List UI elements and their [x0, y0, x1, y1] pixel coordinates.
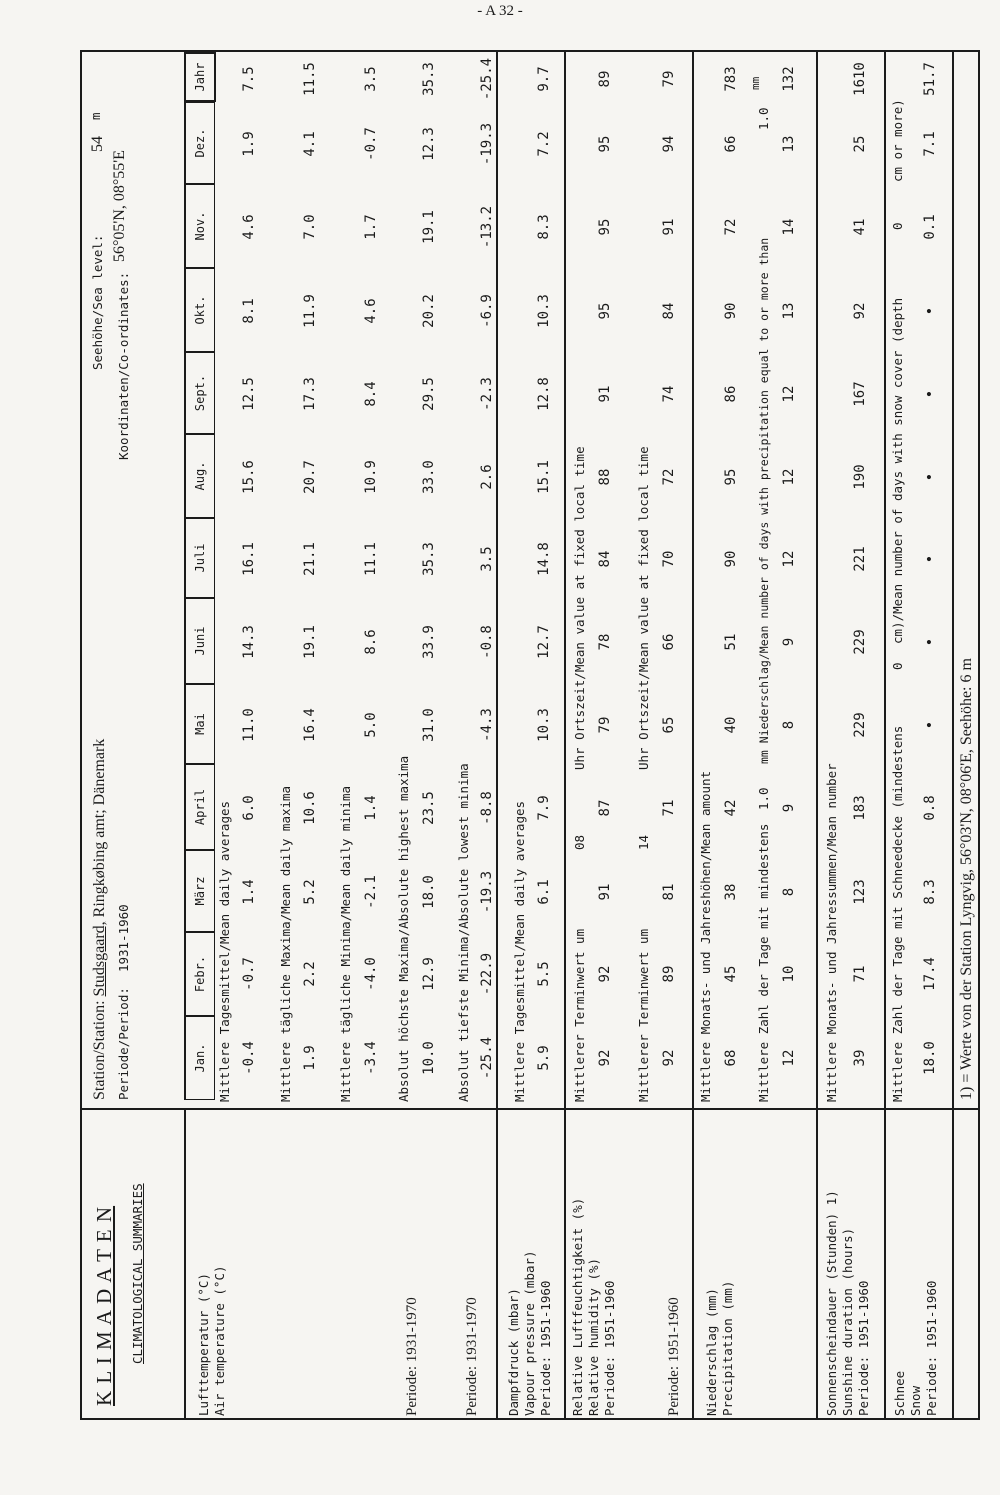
- value-cell: 16.4: [302, 708, 318, 742]
- value-cell: 29.5: [421, 377, 437, 411]
- divider-horizontal: [692, 1110, 694, 1420]
- value-cell: 65: [661, 716, 677, 734]
- value-cell: 4.1: [302, 131, 318, 157]
- value-cell: 95: [723, 468, 739, 486]
- caption-vapour: Mittlere Tagesmittel/Mean daily averages: [512, 800, 527, 1102]
- value-cell: 10.3: [536, 708, 552, 742]
- value-cell: 12: [781, 1049, 797, 1067]
- value-cell: 86: [723, 385, 739, 403]
- divider-horizontal: [952, 52, 954, 1420]
- value-cell: 33.9: [421, 625, 437, 659]
- value-cell: 9.7: [536, 66, 552, 92]
- precip-label-de: Niederschlag (mm): [704, 1288, 719, 1416]
- caption-rh08-hour: 08: [572, 834, 587, 850]
- temp-label-de: Lufttemperatur (°C): [196, 1273, 211, 1416]
- value-cell: 87: [597, 799, 613, 817]
- caption-pdays-threshold2: 1.0: [756, 107, 771, 130]
- period-line: Periode/Period: 1931-1960: [116, 904, 131, 1100]
- caption-temp-min: Mittlere tägliche Minima/Mean daily minima: [338, 785, 353, 1102]
- value-cell: -2.3: [479, 377, 495, 411]
- value-cell: 12: [781, 385, 797, 403]
- value-cell: 2.6: [479, 464, 495, 490]
- snow-label-de: Schnee: [892, 1370, 907, 1416]
- value-cell: 89: [597, 70, 613, 88]
- value-cell: 12.3: [421, 127, 437, 161]
- value-cell: 167: [852, 381, 868, 407]
- value-cell: 17.3: [302, 377, 318, 411]
- snow-period: Periode: 1951-1960: [924, 1280, 939, 1416]
- value-cell: 78: [597, 633, 613, 651]
- temp-label-en: Air temperature (°C): [212, 1265, 227, 1416]
- value-cell: 84: [661, 302, 677, 320]
- value-cell: 15.1: [536, 460, 552, 494]
- value-cell: •: [922, 554, 938, 564]
- value-cell: 9: [781, 637, 797, 647]
- caption-snow-b: cm)/Mean number of days with snow cover (depth: [890, 297, 905, 644]
- value-cell: 94: [661, 135, 677, 153]
- value-cell: 13: [781, 302, 797, 320]
- value-cell: 229: [852, 712, 868, 738]
- value-cell: -25.4: [479, 1036, 495, 1080]
- value-cell: 4.6: [363, 298, 379, 324]
- value-cell: 84: [597, 550, 613, 568]
- value-cell: -4.0: [363, 957, 379, 991]
- value-cell: •: [922, 306, 938, 316]
- coords-value: 56°05'N, 08°55'E: [111, 150, 128, 262]
- sea-level-unit: m: [88, 112, 103, 120]
- caption-rh14-a: Mittlerer Terminwert um: [636, 928, 651, 1102]
- value-cell: 15.6: [241, 460, 257, 494]
- value-cell: 1.9: [241, 131, 257, 157]
- value-cell: -0.7: [241, 957, 257, 991]
- value-cell: -19.3: [479, 122, 495, 166]
- vapour-label-en: Vapour pressure (mbar): [522, 1250, 537, 1416]
- value-cell: 66: [661, 633, 677, 651]
- value-cell: 19.1: [421, 210, 437, 244]
- value-cell: 12.8: [536, 377, 552, 411]
- value-cell: 90: [723, 550, 739, 568]
- divider-horizontal: [564, 1110, 566, 1420]
- value-cell: -13.2: [479, 205, 495, 249]
- month-header-apr: April: [184, 764, 215, 850]
- value-cell: 45: [723, 965, 739, 983]
- value-cell: 95: [597, 218, 613, 236]
- caption-temp-absmax: Absolut höchste Maxima/Absolute highest maxima: [396, 755, 411, 1102]
- value-cell: 92: [661, 1049, 677, 1067]
- value-cell: -4.3: [479, 708, 495, 742]
- value-cell: -3.4: [363, 1041, 379, 1075]
- caption-rh14-hour: 14: [636, 834, 651, 850]
- value-cell: 18.0: [421, 875, 437, 909]
- value-cell: 72: [661, 468, 677, 486]
- value-cell: -0.8: [479, 625, 495, 659]
- value-cell: 12.9: [421, 957, 437, 991]
- value-cell: 95: [597, 302, 613, 320]
- month-header-sep: Sept.: [184, 352, 215, 434]
- sunshine-label-de: Sonnenscheindauer (Stunden) 1): [824, 1190, 839, 1416]
- value-cell: 79: [597, 716, 613, 734]
- caption-temp-absmin: Absolut tiefste Minima/Absolute lowest minima: [456, 763, 471, 1102]
- value-cell: 7.9: [536, 795, 552, 821]
- value-cell: 16.1: [241, 542, 257, 576]
- value-cell: 33.0: [421, 460, 437, 494]
- value-cell: •: [922, 472, 938, 482]
- value-cell: -2.1: [363, 875, 379, 909]
- table-frame: [80, 50, 980, 1420]
- value-cell: 1.4: [241, 879, 257, 905]
- value-cell: 1.7: [363, 214, 379, 240]
- value-cell: -0.7: [363, 127, 379, 161]
- value-cell: 81: [661, 883, 677, 901]
- humidity-period-2: Periode: 1951-1960: [666, 1297, 682, 1416]
- divider-horizontal: [884, 1110, 886, 1420]
- month-header-aug: Aug.: [184, 434, 215, 518]
- caption-pdays-unit: mm: [749, 76, 762, 90]
- value-cell: 10.0: [421, 1041, 437, 1075]
- value-cell: 11.1: [363, 542, 379, 576]
- value-cell: 71: [661, 799, 677, 817]
- value-cell: 3.5: [479, 546, 495, 572]
- temp-period-2: Periode: 1931-1970: [464, 1297, 480, 1416]
- value-cell: 39: [852, 1049, 868, 1067]
- value-cell: 92: [597, 1049, 613, 1067]
- value-cell: 92: [852, 302, 868, 320]
- value-cell: 5.9: [536, 1045, 552, 1071]
- value-cell: 19.1: [302, 625, 318, 659]
- caption-precip: Mittlere Monats- und Jahreshöhen/Mean amount: [698, 770, 713, 1102]
- humidity-period-1: Periode: 1951-1960: [602, 1280, 617, 1416]
- value-cell: 183: [852, 795, 868, 821]
- value-cell: 68: [723, 1049, 739, 1067]
- value-cell: 783: [723, 66, 739, 92]
- value-cell: 8.1: [241, 298, 257, 324]
- value-cell: 7.2: [536, 131, 552, 157]
- value-cell: 12: [781, 468, 797, 486]
- caption-pdays-b: mm Niederschlag/Mean number of days with precipitation equal to or more than: [757, 237, 771, 764]
- value-cell: 14.3: [241, 625, 257, 659]
- divider-horizontal: [496, 1110, 498, 1420]
- divider-horizontal: [692, 52, 694, 1110]
- value-cell: 20.2: [421, 294, 437, 328]
- value-cell: 11.0: [241, 708, 257, 742]
- value-cell: 229: [852, 629, 868, 655]
- value-cell: 74: [661, 385, 677, 403]
- page-title: K L I M A D A T E N: [92, 1205, 116, 1406]
- vapour-label-de: Dampfdruck (mbar): [506, 1288, 521, 1416]
- value-cell: 7.0: [302, 214, 318, 240]
- caption-pdays-a: Mittlere Zahl der Tage mit mindestens: [756, 823, 771, 1102]
- value-cell: 1.4: [363, 795, 379, 821]
- value-cell: -8.8: [479, 791, 495, 825]
- value-cell: 66: [723, 135, 739, 153]
- value-cell: 6.0: [241, 795, 257, 821]
- value-cell: 7.1: [922, 131, 938, 157]
- divider-vertical: [80, 1108, 980, 1110]
- value-cell: 90: [723, 302, 739, 320]
- value-cell: 190: [852, 464, 868, 490]
- value-cell: 40: [723, 716, 739, 734]
- value-cell: 5.2: [302, 879, 318, 905]
- value-cell: -0.4: [241, 1041, 257, 1075]
- divider-horizontal: [816, 1110, 818, 1420]
- month-header-may: Mai: [184, 684, 215, 764]
- sunshine-label-en: Sunshine duration (hours): [840, 1227, 855, 1416]
- humidity-label-en: Relative humidity (%): [586, 1257, 601, 1416]
- value-cell: 41: [852, 218, 868, 236]
- value-cell: 92: [597, 965, 613, 983]
- value-cell: 70: [661, 550, 677, 568]
- climate-table-sheet: [80, 50, 980, 1420]
- value-cell: 221: [852, 546, 868, 572]
- month-header-feb: Febr.: [184, 932, 215, 1016]
- station-line: Station/Station: Studsgaard, Ringkøbing amt; Dänemark: [91, 738, 108, 1100]
- value-cell: 10.9: [363, 460, 379, 494]
- month-header-jul: Juli: [184, 518, 215, 598]
- caption-temp-max: Mittlere tägliche Maxima/Mean daily maxima: [278, 785, 293, 1102]
- value-cell: 12.7: [536, 625, 552, 659]
- value-cell: 51: [723, 633, 739, 651]
- sea-level-value: 54: [89, 136, 106, 152]
- value-cell: 95: [597, 135, 613, 153]
- value-cell: 0.1: [922, 214, 938, 240]
- divider-horizontal: [496, 52, 498, 1110]
- value-cell: 13: [781, 135, 797, 153]
- value-cell: •: [922, 637, 938, 647]
- value-cell: 35.3: [421, 542, 437, 576]
- page-subtitle: CLIMATOLOGICAL SUMMARIES: [130, 1183, 145, 1364]
- vapour-period: Periode: 1951-1960: [538, 1280, 553, 1416]
- value-cell: 42: [723, 799, 739, 817]
- humidity-label-de: Relative Luftfeuchtigkeit (%): [570, 1197, 585, 1416]
- value-cell: 8.3: [536, 214, 552, 240]
- value-cell: 8.4: [363, 381, 379, 407]
- divider-horizontal: [184, 1110, 186, 1420]
- caption-snow-a: Mittlere Zahl der Tage mit Schneedecke (mindestens: [890, 725, 905, 1102]
- value-cell: -22.9: [479, 952, 495, 996]
- value-cell: 11.9: [302, 294, 318, 328]
- caption-rh14-b: Uhr Ortszeit/Mean value at fixed local time: [636, 446, 651, 770]
- caption-snow-c: cm or more): [890, 99, 905, 182]
- value-cell: 71: [852, 965, 868, 983]
- value-cell: 35.3: [421, 62, 437, 96]
- value-cell: 0.8: [922, 795, 938, 821]
- divider-horizontal: [884, 52, 886, 1110]
- value-cell: 10.3: [536, 294, 552, 328]
- value-cell: 12: [781, 550, 797, 568]
- value-cell: 8: [781, 720, 797, 730]
- value-cell: 89: [661, 965, 677, 983]
- value-cell: 8.6: [363, 629, 379, 655]
- value-cell: 132: [781, 66, 797, 92]
- value-cell: 3.5: [363, 66, 379, 92]
- value-cell: 4.6: [241, 214, 257, 240]
- value-cell: 51.7: [922, 62, 938, 96]
- value-cell: 1610: [852, 62, 868, 96]
- value-cell: 1.9: [302, 1045, 318, 1071]
- caption-rh08-b: Uhr Ortszeit/Mean value at fixed local time: [572, 446, 587, 770]
- value-cell: 8.3: [922, 879, 938, 905]
- value-cell: 2.2: [302, 961, 318, 987]
- value-cell: 10: [781, 965, 797, 983]
- temp-period-1: Periode: 1931-1970: [404, 1297, 420, 1416]
- snow-label-en: Snow: [908, 1385, 923, 1416]
- value-cell: 38: [723, 883, 739, 901]
- value-cell: 6.1: [536, 879, 552, 905]
- rotated-table: [80, 50, 980, 1420]
- month-header-jun: Juni: [184, 598, 215, 684]
- value-cell: 72: [723, 218, 739, 236]
- value-cell: 20.7: [302, 460, 318, 494]
- value-cell: 17.4: [922, 957, 938, 991]
- sea-level-label: Seehöhe/Sea level:: [90, 234, 105, 370]
- value-cell: -6.9: [479, 294, 495, 328]
- page-number: - A 32 -: [477, 3, 523, 19]
- value-cell: 91: [661, 218, 677, 236]
- month-header-oct: Okt.: [184, 268, 215, 352]
- caption-snow-depth2: 0: [890, 222, 905, 230]
- value-cell: 11.5: [302, 62, 318, 96]
- value-cell: -19.3: [479, 870, 495, 914]
- value-cell: 8: [781, 887, 797, 897]
- footnote: 1) = Werte von der Station Lyngvig, 56°03'N, 08°06'E, Seehöhe: 6 m: [958, 658, 975, 1100]
- value-cell: 5.5: [536, 961, 552, 987]
- caption-rh08-a: Mittlerer Terminwert um: [572, 928, 587, 1102]
- month-header-dec: Dez.: [184, 102, 215, 184]
- value-cell: 91: [597, 883, 613, 901]
- value-cell: 7.5: [241, 66, 257, 92]
- value-cell: 10.6: [302, 791, 318, 825]
- caption-pdays-threshold: 1.0: [756, 787, 771, 810]
- value-cell: 25: [852, 135, 868, 153]
- value-cell: 12.5: [241, 377, 257, 411]
- value-cell: 88: [597, 468, 613, 486]
- value-cell: -25.4: [479, 57, 495, 101]
- caption-temp-mean: Mittlere Tagesmittel/Mean daily averages: [217, 800, 232, 1102]
- value-cell: 5.0: [363, 712, 379, 738]
- value-cell: •: [922, 720, 938, 730]
- month-header-year: Jahr: [184, 52, 216, 102]
- month-header-nov: Nov.: [184, 184, 215, 268]
- value-cell: 21.1: [302, 542, 318, 576]
- caption-snow-depth: 0: [890, 662, 905, 670]
- value-cell: 9: [781, 803, 797, 813]
- caption-sunshine: Mittlere Monats- und Jahressummen/Mean number: [824, 763, 839, 1102]
- value-cell: 31.0: [421, 708, 437, 742]
- value-cell: 123: [852, 879, 868, 905]
- precip-label-en: Precipitation (mm): [720, 1280, 735, 1416]
- value-cell: •: [922, 389, 938, 399]
- value-cell: 91: [597, 385, 613, 403]
- divider-horizontal: [564, 52, 566, 1110]
- month-header-mar: März: [184, 850, 215, 932]
- value-cell: 14: [781, 218, 797, 236]
- divider-horizontal: [816, 52, 818, 1110]
- coords-label: Koordinaten/Co-ordinates:: [116, 271, 131, 460]
- month-header-jan: Jan.: [184, 1016, 215, 1100]
- value-cell: 23.5: [421, 791, 437, 825]
- sunshine-period: Periode: 1951-1960: [856, 1280, 871, 1416]
- value-cell: 79: [661, 70, 677, 88]
- value-cell: 14.8: [536, 542, 552, 576]
- value-cell: 18.0: [922, 1041, 938, 1075]
